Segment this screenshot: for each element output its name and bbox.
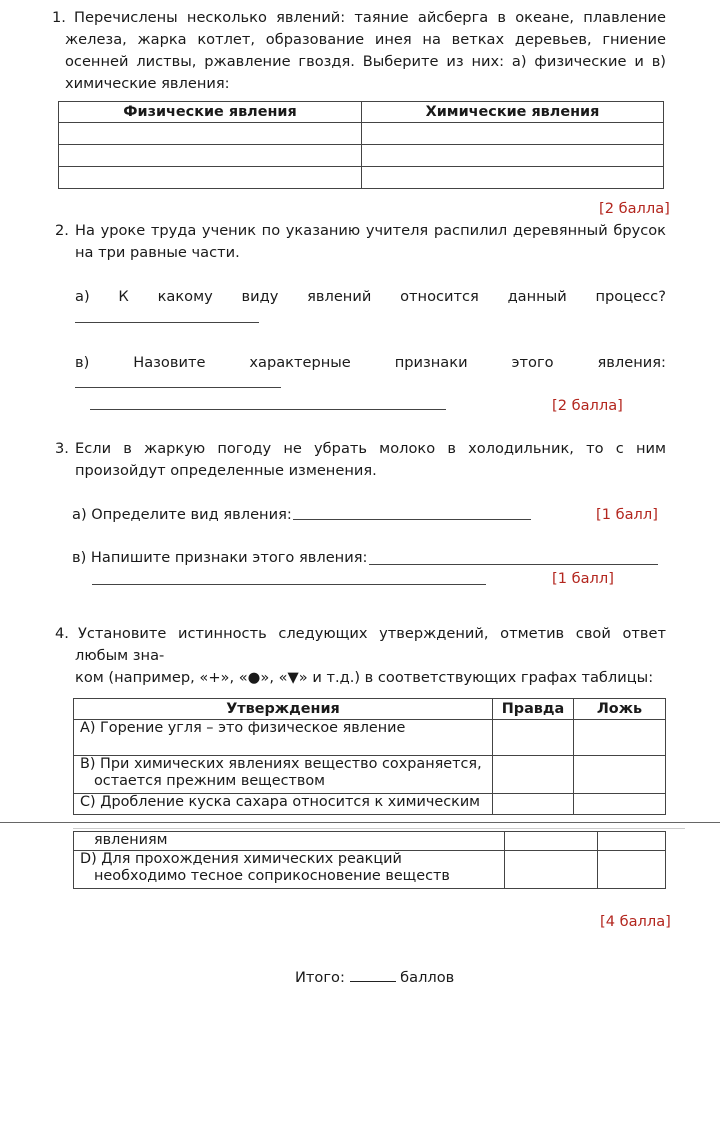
q4-line-3: ком (например, «+», «●», «▼» и т.д.) в соответствующих графах таблицы: [75,669,654,686]
q2b-word: Назовите [133,354,206,371]
q4-false-cell[interactable] [574,720,666,756]
q2b-answer-line-2[interactable] [90,409,446,410]
q2-line-1: На уроке труда ученик по указанию учителя распилил деревянный брусок [75,222,666,239]
q2-points: [2 балла] [552,397,623,414]
q1-line-2: железа, жарка котлет, образование инея на ветках деревьев, гниение [65,31,666,48]
q4-false-cell[interactable] [598,851,666,889]
q4-header-statements: Утверждения [74,699,493,720]
q4-statement-c-cont [74,832,505,851]
q4-false-cell[interactable] [574,794,666,815]
q3a-points: [1 балл] [596,506,658,523]
q4-statement-a [74,720,493,756]
q4-true-cell[interactable] [493,756,574,794]
q1-cell[interactable] [59,145,362,167]
q2a-word: данный [507,288,567,305]
q1-cell[interactable] [59,123,362,145]
statement-text: D) Для прохождения химических реакций [80,851,402,867]
statement-text: В) При химических явлениях вещество сохраняется, [80,756,482,772]
q1-line-3: осенней листвы, ржавление гвоздя. Выберите из них: а) физические и в) [65,53,666,70]
q2a-word: явлений [307,288,372,305]
q3-line-1: Если в жаркую погоду не убрать молоко в холодильник, то с ним [75,440,666,457]
q1-cell[interactable] [362,145,664,167]
q1-cell[interactable] [362,123,664,145]
q4-table-top [73,698,666,815]
q2b-word: характерные [249,354,351,371]
statement-text: С) Дробление куска сахара относится к химическим [80,794,481,810]
q2a-word: К [118,288,129,305]
q1-header-physical: Физические явления [59,102,362,123]
q2b-word: признаки [394,354,468,371]
q4-points: [4 балла] [600,913,671,930]
q2a-question [75,288,666,305]
q1-header-chemical: Химические явления [362,102,664,123]
q4-true-cell[interactable] [505,851,598,889]
q4-header-true: Правда [493,699,574,720]
page-break-shadow [73,828,685,829]
total-answer-line[interactable] [350,967,396,982]
q4-number: 4. [55,625,69,642]
q1-cell[interactable] [59,167,362,189]
q4-false-cell[interactable] [574,756,666,794]
statement-text: А) Горение угля – это физическое явление [80,720,406,736]
q2b-answer-line-1[interactable] [75,387,281,388]
q1-cell[interactable] [362,167,664,189]
statement-text: остается прежним веществом [94,773,326,789]
q4-table-bottom [73,831,666,889]
q1-table [58,101,664,189]
q3b-points: [1 балл] [552,570,614,587]
q2a-word: процесс? [595,288,666,305]
page-break-line [0,822,720,823]
q3-line-2: произойдут определенные изменения. [75,462,377,479]
q4-line-1: Установите истинность следующих утверждений, отметив свой ответ [78,625,666,642]
q3a-answer-line[interactable] [293,519,531,520]
q2a-answer-line[interactable] [75,322,259,323]
q2b-word: этого [511,354,554,371]
q2-number: 2. [55,222,69,239]
q1-points: [2 балла] [599,200,670,217]
q3b-answer-line-2[interactable] [92,584,486,585]
q2a-word: относится [400,288,479,305]
q4-statement-b [74,756,493,794]
total-label: Итого: [295,969,345,986]
q4-line-2: любым зна- [75,647,165,664]
q2-line-2: на три равные части. [75,244,240,261]
q1-line-4: химические явления: [65,75,230,92]
q3-number: 3. [55,440,69,457]
q4-statement-c [74,794,493,815]
q2b-word: явления: [597,354,666,371]
total-suffix: баллов [400,969,455,986]
q3b-answer-line-1[interactable] [369,564,658,565]
q4-true-cell[interactable] [493,794,574,815]
q3a-question: а) Определите вид явления: [72,506,292,523]
q2a-word: а) [75,288,90,305]
q4-true-cell[interactable] [493,720,574,756]
total-line [295,967,454,986]
q4-true-cell[interactable] [505,832,598,851]
q2b-question [75,354,666,371]
q4-statement-d [74,851,505,889]
q2b-word: в) [75,354,90,371]
q2a-word: виду [241,288,279,305]
statement-text: необходимо тесное соприкосновение веществ [94,868,450,884]
q1-number: 1. [52,9,66,26]
q3b-question: в) Напишите признаки этого явления: [72,549,368,566]
q2a-word: какому [157,288,213,305]
q1-line-1: Перечислены несколько явлений: таяние айсберга в океане, плавление [74,9,666,26]
q4-header-false: Ложь [574,699,666,720]
statement-text: явлениям [94,832,168,848]
q4-false-cell[interactable] [598,832,666,851]
